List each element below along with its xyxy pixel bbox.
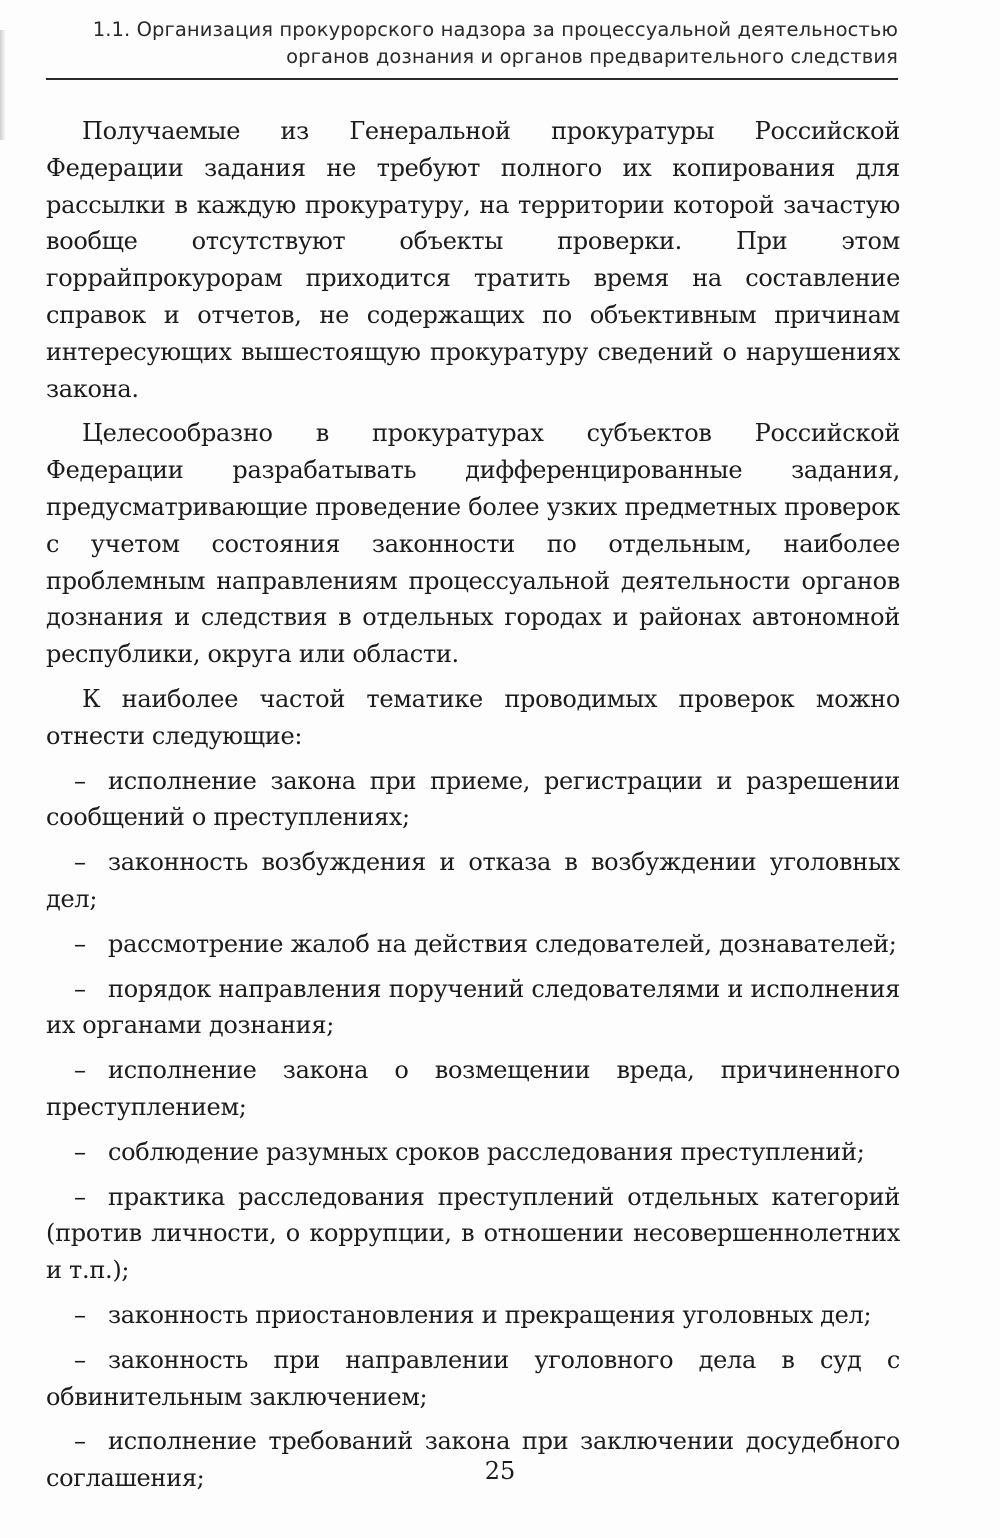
list-dash: – [74, 1345, 86, 1374]
list-dash: – [74, 974, 86, 1003]
list-item [46, 1052, 900, 1126]
list-item [46, 1134, 900, 1171]
paragraph-2: Целесообразно в прокуратурах субъектов Российской Федерации разрабатывать дифференцированные задания, предусматривающие проведение более узких предметных проверок с учетом состояния законности по отдельным, наиболее проблемным направлениям процессуальной деятельности органов дознания и следствия в отдельных городах и районах автономной республики, округа или области. [46, 419, 900, 669]
paragraph-1: Получаемые из Генеральной прокуратуры Российской Федерации задания не требуют полного их копирования для рассылки в каждую прокуратуру, на территории которой зачастую вообще отсутствуют объекты проверки. При этом горрайпрокурорам приходится тратить время на составление справок и отчетов, не содержащих по объективным причинам интересующих вышестоящую прокуратуру сведений о нарушениях закона. [46, 117, 900, 403]
list-item [46, 971, 900, 1045]
list-dash: – [74, 1056, 86, 1085]
page-number: 25 [484, 1457, 516, 1485]
list-item-text: рассмотрение жалоб на действия следователей, дознавателей; [108, 929, 897, 958]
running-head [40, 16, 898, 70]
page-edge-shadow [0, 30, 6, 140]
list-dash: – [74, 1300, 86, 1329]
list-item-text: законность приостановления и прекращения уголовных дел; [108, 1300, 872, 1329]
list-item [46, 844, 900, 918]
list-item [46, 763, 900, 837]
list-item-text: порядок направления поручений следователями и исполнения их органами дознания; [46, 974, 900, 1040]
running-head-line-2: органов дознания и органов предварительного следствия [286, 45, 898, 68]
list-item-text: исполнение закона при приеме, регистрации и разрешении сообщений о преступлениях; [46, 766, 900, 832]
list-dash: – [74, 1427, 86, 1456]
list-dash: – [74, 766, 86, 795]
list-dash: – [74, 848, 86, 877]
list-item [46, 1297, 900, 1334]
list-item-text: законность при направлении уголовного дела в суд с обвинительным заключением; [46, 1345, 900, 1411]
list-dash: – [74, 1137, 86, 1166]
list-item-text: законность возбуждения и отказа в возбуждении уголовных дел; [46, 848, 900, 913]
list-item-text: исполнение требований закона при заключении досудебного соглашения; [46, 1427, 900, 1493]
list-item-text: соблюдение разумных сроков расследования преступлений; [108, 1137, 865, 1166]
paragraph-3: К наиболее частой тематике проводимых проверок можно отнести следующие: [46, 684, 900, 750]
list-item [46, 1179, 900, 1289]
list-item-text: практика расследования преступлений отдельных категорий (против личности, о коррупции, в отношении несовершеннолетних и т.п.); [46, 1182, 900, 1285]
list-item-text: исполнение закона о возмещении вреда, причиненного преступлением; [46, 1056, 900, 1121]
list-item [46, 926, 900, 963]
list-dash: – [74, 929, 86, 958]
header-rule [46, 78, 898, 80]
running-head-line-1: 1.1. Организация прокурорского надзора за процессуальной деятельностью [92, 18, 898, 41]
list-item [46, 1342, 900, 1416]
list-dash: – [74, 1182, 86, 1211]
body-text [46, 113, 900, 1505]
